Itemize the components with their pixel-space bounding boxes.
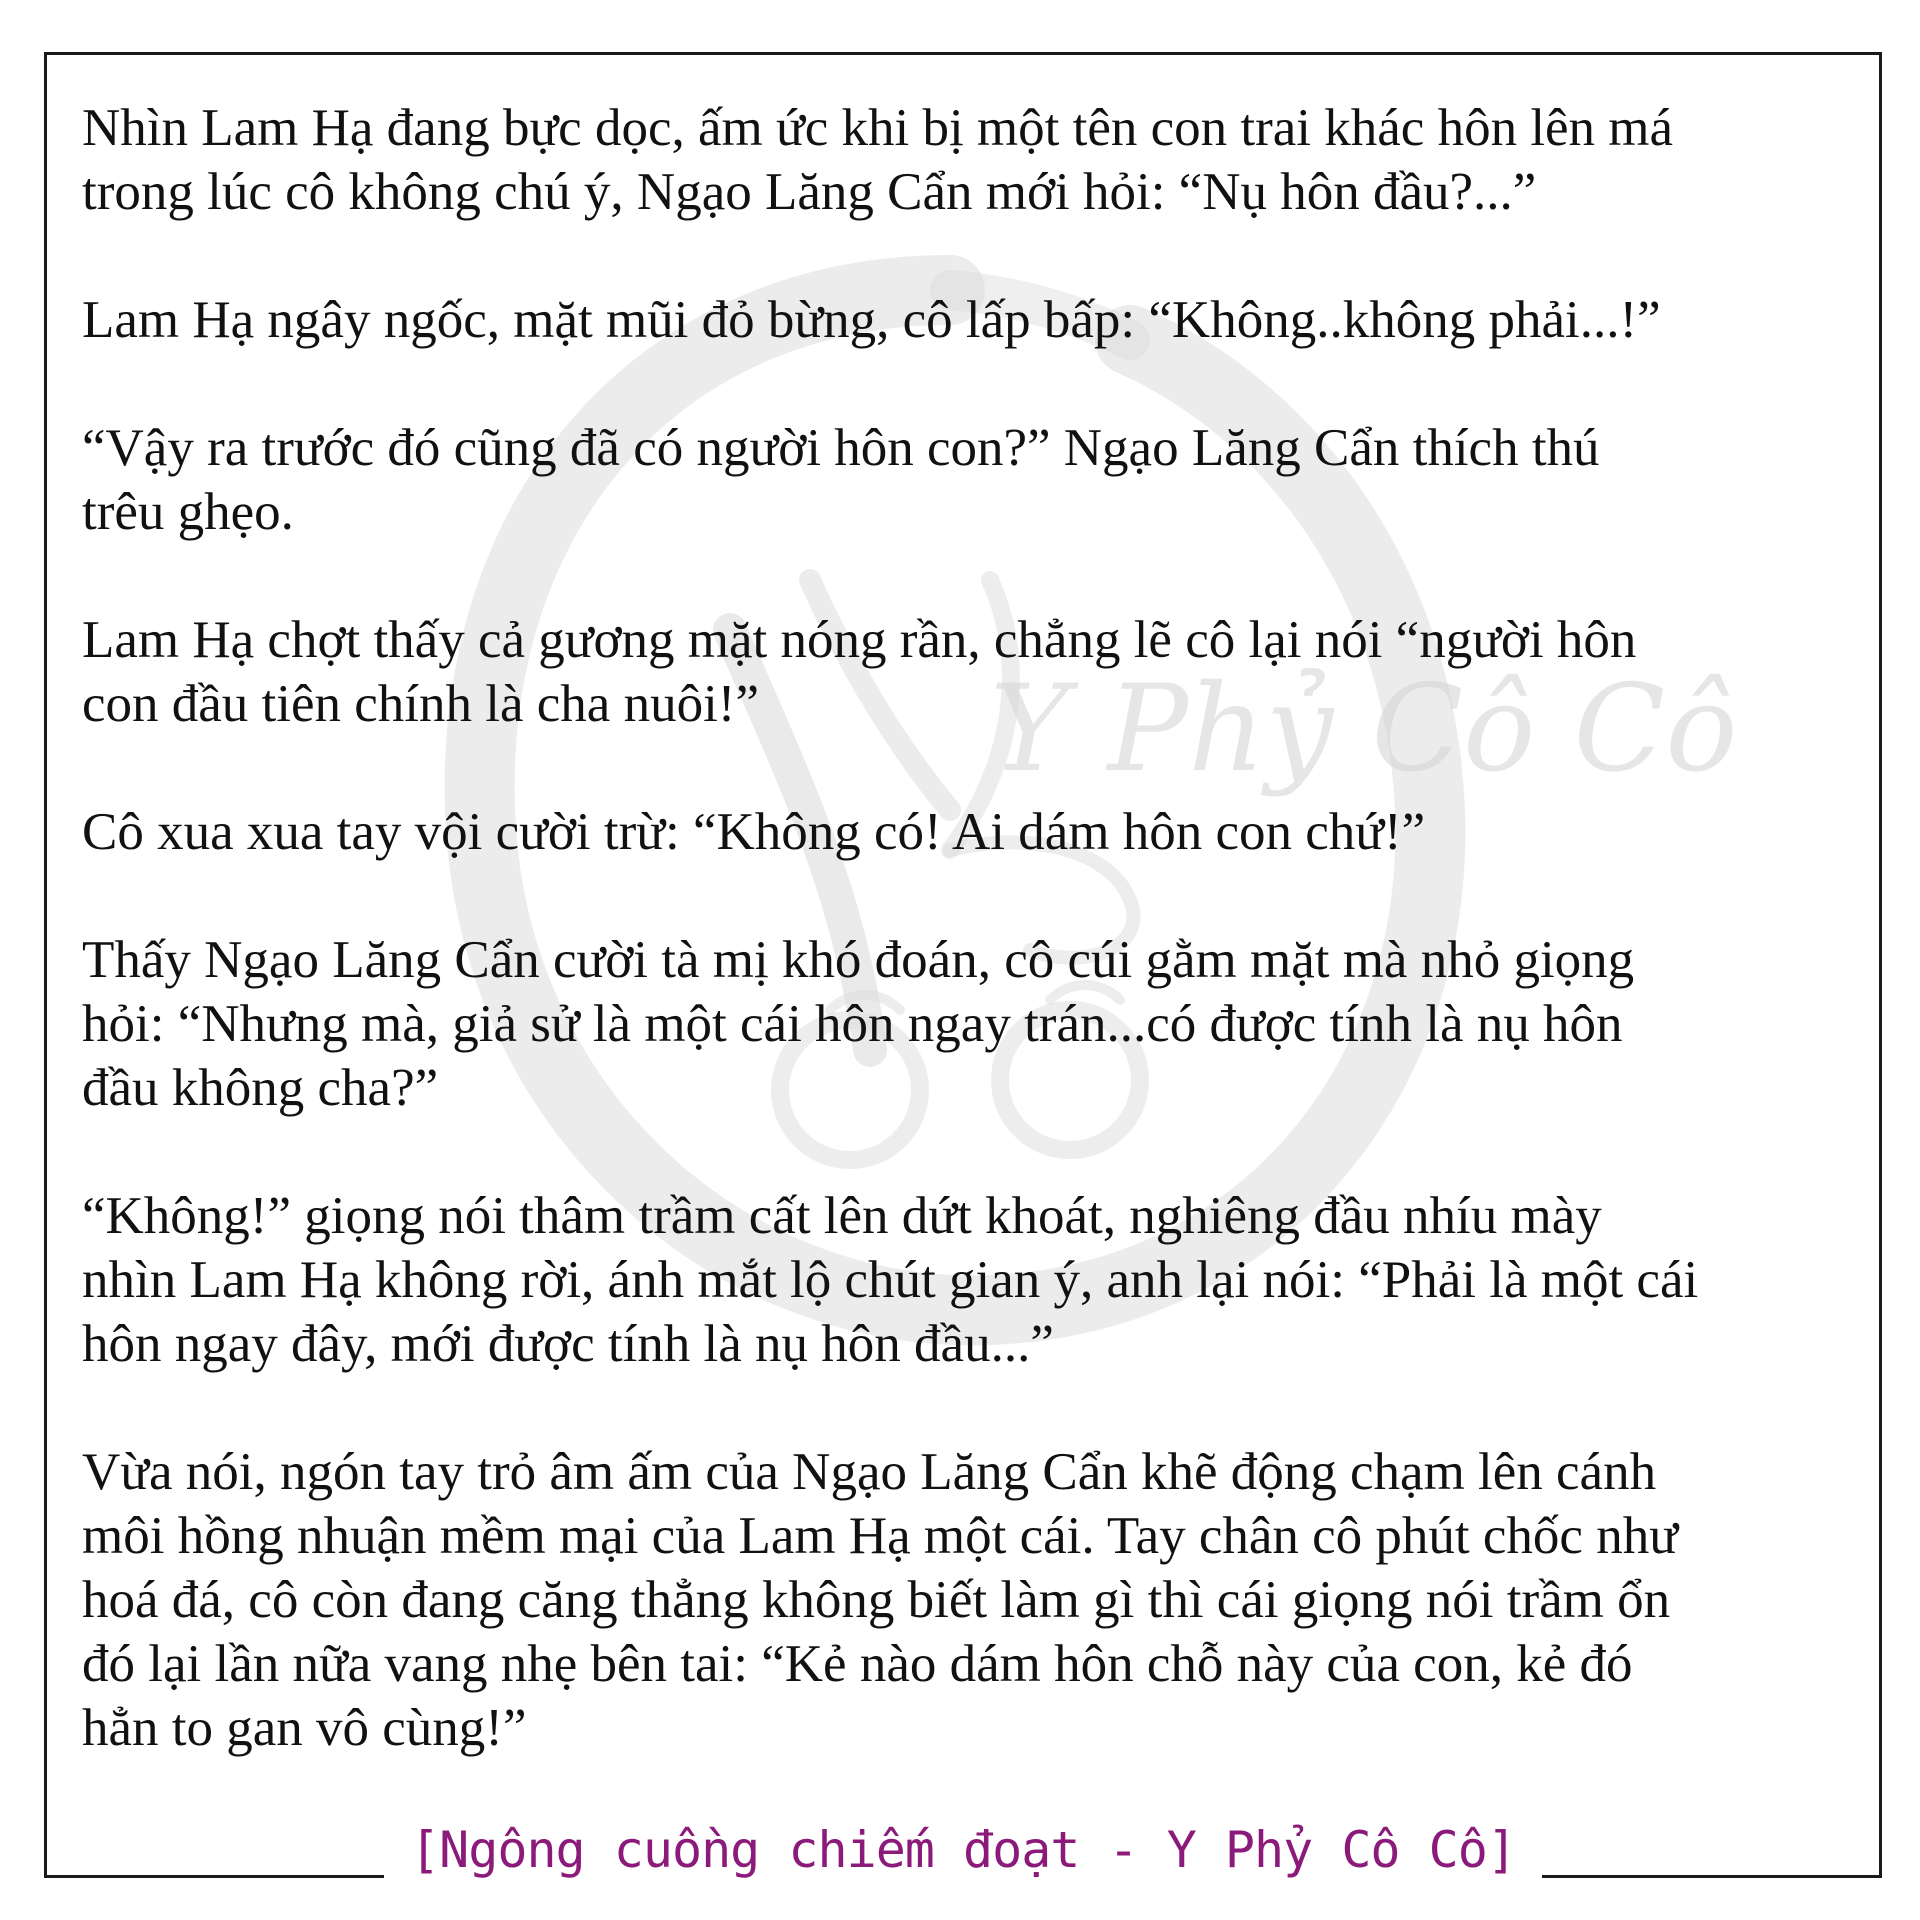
paragraph xyxy=(82,416,1862,544)
paragraph-line: hỏi: “Nhưng mà, giả sử là một cái hôn ngay trán...có được tính là nụ hôn xyxy=(82,995,1623,1053)
paragraph-line: “Không!” giọng nói thâm trầm cất lên dứt khoát, nghiêng đầu nhíu mày xyxy=(82,1187,1602,1245)
paragraph-line: Cô xua xua tay vội cười trừ: “Không có! Ai dám hôn con chứ!” xyxy=(82,803,1426,861)
watermark-text: Y Phỷ Cô Cô xyxy=(990,660,1738,799)
paragraph xyxy=(82,608,1862,736)
paragraph xyxy=(82,1440,1862,1760)
paragraph xyxy=(82,1184,1862,1376)
paragraph-line: Lam Hạ chợt thấy cả gương mặt nóng rần, chẳng lẽ cô lại nói “người hôn xyxy=(82,611,1637,669)
paragraph-line: hẳn to gan vô cùng!” xyxy=(82,1699,527,1757)
paragraph-line: môi hồng nhuận mềm mại của Lam Hạ một cái. Tay chân cô phút chốc như xyxy=(82,1507,1678,1565)
story-text xyxy=(82,96,1862,1824)
paragraph-line: Thấy Ngạo Lăng Cẩn cười tà mị khó đoán, cô cúi gằm mặt mà nhỏ giọng xyxy=(82,931,1635,989)
paragraph xyxy=(82,800,1862,864)
paragraph-line: nhìn Lam Hạ không rời, ánh mắt lộ chút gian ý, anh lại nói: “Phải là một cái xyxy=(82,1251,1699,1309)
paragraph xyxy=(82,96,1862,224)
paragraph-line: đầu không cha?” xyxy=(82,1059,439,1117)
paragraph xyxy=(82,928,1862,1120)
paragraph-line: trêu ghẹo. xyxy=(82,483,294,541)
paragraph xyxy=(82,288,1862,352)
paragraph-line: Lam Hạ ngây ngốc, mặt mũi đỏ bừng, cô lấp bấp: “Không..không phải...!” xyxy=(82,291,1661,349)
caption-bar xyxy=(44,1815,1882,1885)
paragraph-line: hoá đá, cô còn đang căng thẳng không biết làm gì thì cái giọng nói trầm ổn xyxy=(82,1571,1671,1629)
paragraph-line: Vừa nói, ngón tay trỏ âm ấm của Ngạo Lăng Cẩn khẽ động chạm lên cánh xyxy=(82,1443,1657,1501)
paragraph-line: trong lúc cô không chú ý, Ngạo Lăng Cẩn mới hỏi: “Nụ hôn đầu?...” xyxy=(82,163,1537,221)
paragraph-line: “Vậy ra trước đó cũng đã có người hôn con?” Ngạo Lăng Cẩn thích thú xyxy=(82,419,1600,477)
paragraph-line: Nhìn Lam Hạ đang bực dọc, ấm ức khi bị một tên con trai khác hôn lên má xyxy=(82,99,1674,157)
paragraph-line: đó lại lần nữa vang nhẹ bên tai: “Kẻ nào dám hôn chỗ này của con, kẻ đó xyxy=(82,1635,1633,1693)
book-caption: [Ngông cuồng chiếm đoạt - Y Phỷ Cô Cô] xyxy=(384,1815,1542,1885)
paragraph-line: con đầu tiên chính là cha nuôi!” xyxy=(82,675,759,733)
paragraph-line: hôn ngay đây, mới được tính là nụ hôn đầu...” xyxy=(82,1315,1054,1373)
